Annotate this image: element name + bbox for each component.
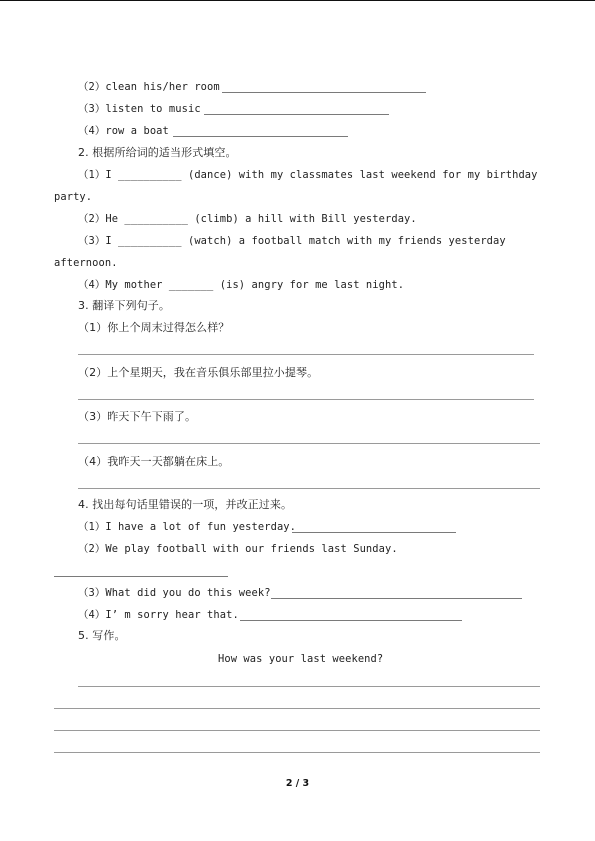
correct-question-1: （1）I have a lot of fun yesterday. bbox=[78, 521, 297, 533]
answer-line[interactable] bbox=[78, 399, 534, 400]
translate-question-3: （3）昨天下午下雨了。 bbox=[78, 410, 197, 423]
fill-question-3-cont: afternoon. bbox=[54, 257, 118, 269]
section-4-heading: 4. 找出每句话里错误的一项，并改正过来。 bbox=[78, 498, 293, 511]
writing-line[interactable] bbox=[54, 730, 540, 731]
translate-question-2: （2）上个星期天，我在音乐俱乐部里拉小提琴。 bbox=[78, 366, 319, 379]
translate-question-1: （1）你上个周末过得怎么样？ bbox=[78, 321, 230, 334]
page-number: 2 / 3 bbox=[285, 778, 310, 789]
section-3-heading: 3. 翻译下列句子。 bbox=[78, 299, 170, 312]
answer-blank[interactable] bbox=[240, 620, 462, 621]
writing-title: How was your last weekend? bbox=[218, 653, 384, 665]
translate-question-4: （4）我昨天一天都躺在床上。 bbox=[78, 455, 230, 468]
answer-blank[interactable] bbox=[54, 576, 228, 577]
fill-question-4: （4）My mother _______ (is) angry for me last night. bbox=[78, 279, 405, 291]
writing-line[interactable] bbox=[54, 752, 540, 753]
phrase-item-4: （4）row a boat bbox=[78, 125, 169, 137]
answer-blank[interactable] bbox=[271, 598, 522, 599]
fill-question-1-cont: party. bbox=[54, 191, 93, 203]
answer-blank[interactable] bbox=[204, 114, 389, 115]
top-border bbox=[0, 0, 595, 1]
answer-blank[interactable] bbox=[173, 136, 348, 137]
correct-question-3: （3）What did you do this week? bbox=[78, 587, 271, 599]
answer-blank[interactable] bbox=[292, 532, 456, 533]
fill-question-1: （1）I __________ (dance) with my classmates last weekend for my birthday bbox=[78, 169, 538, 181]
fill-question-3: （3）I __________ (watch) a football match with my friends yesterday bbox=[78, 235, 506, 247]
answer-line[interactable] bbox=[78, 443, 540, 444]
answer-blank[interactable] bbox=[222, 92, 426, 93]
writing-line[interactable] bbox=[54, 708, 540, 709]
fill-question-2: （2）He __________ (climb) a hill with Bill yesterday. bbox=[78, 213, 417, 225]
phrase-item-2: （2）clean his/her room bbox=[78, 81, 220, 93]
correct-question-2: （2）We play football with our friends last Sunday. bbox=[78, 543, 398, 555]
answer-line[interactable] bbox=[78, 488, 540, 489]
answer-line[interactable] bbox=[78, 354, 534, 355]
correct-question-4: （4）I’ m sorry hear that. bbox=[78, 609, 239, 621]
section-5-heading: 5. 写作。 bbox=[78, 629, 126, 642]
phrase-item-3: （3）listen to music bbox=[78, 103, 201, 115]
section-2-heading: 2. 根据所给词的适当形式填空。 bbox=[78, 146, 237, 159]
writing-line[interactable] bbox=[78, 686, 540, 687]
